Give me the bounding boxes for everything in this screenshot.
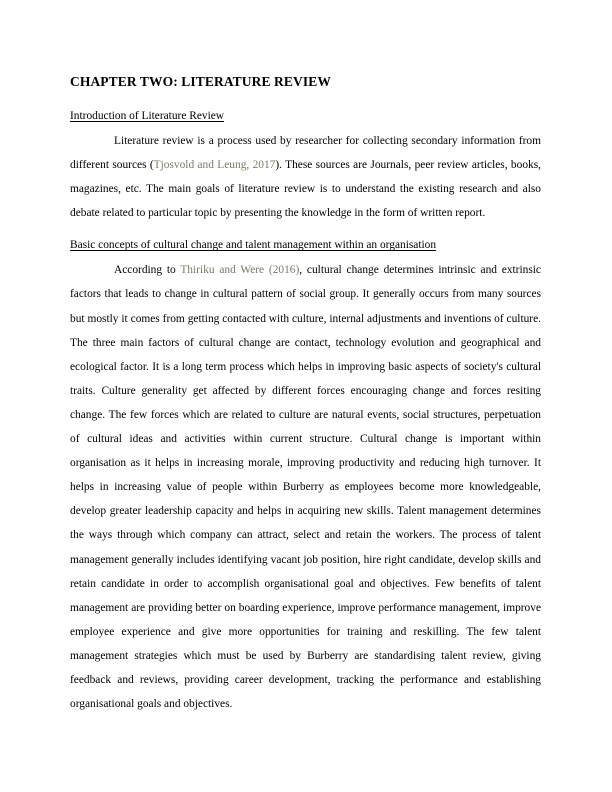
paragraph-basic-concepts-tail: , cultural change determines intrinsic and extrinsic factors that leads to change in cultural pattern of social group. It generally occurs from many sources but mostly it comes from getting contacted with culture, internal adjustments and inventions of culture. The three main factors of cultural change are contact, technology evolution and geographical and ecological factor. It is a long term process which helps in improving basic aspects of society's cultural traits. Culture generality get affected by different forces encouraging change and forces resiting change. The few forces which are related to culture are natural events, social structures, perpetuation of cultural ideas and activities within current structure. Cultural change is important within organisation as it helps in increasing morale, improving productivity and reducing high turnover. It helps in increasing value of people within Burberry as employees become more knowledgeable, develop greater leadership capacity and helps in acquiring new skills. Talent management determines the ways through which company can attract, select and retain the workers. The process of talent management generally includes identifying vacant job position, hire right candidate, develop skills and retain candidate in order to accomplish organisational goal and objectives. Few benefits of talent management are providing better on boarding experience, improve performance management, improve employee experience and give more opportunities for training and reskilling. The few talent management strategies which must be used by Burberry are standardising talent review, giving feedback and reviews, providing career development, tracking the performance and establishing organisational goals and objectives. <box>70 264 541 711</box>
page-title: CHAPTER TWO: LITERATURE REVIEW <box>70 74 331 89</box>
section-heading-introduction: Introduction of Literature Review <box>70 110 225 122</box>
citation-tjosvold-leung-2017: Tjosvold and Leung, 2017 <box>153 159 276 172</box>
paragraph-basic-concepts <box>70 258 541 716</box>
paragraph-introduction <box>70 129 541 225</box>
section-heading-basic-concepts: Basic concepts of cultural change and talent management within an organisation <box>70 239 437 252</box>
paragraph-introduction-tail: ). These sources are Journals, peer review articles, books, magazines, etc. The main goals of literature review is to understand the existing research and also debate related to particular topic by presenting the knowledge in the form of written report. <box>70 159 541 220</box>
citation-thiriku-were-2016: Thiriku and Were (2016) <box>180 264 300 277</box>
paragraph-basic-concepts-lead: According to <box>114 264 181 277</box>
paragraph-introduction-lead: Literature review is a process used by researcher for collecting secondary information from different sources ( <box>70 135 541 172</box>
page-content <box>70 70 541 716</box>
